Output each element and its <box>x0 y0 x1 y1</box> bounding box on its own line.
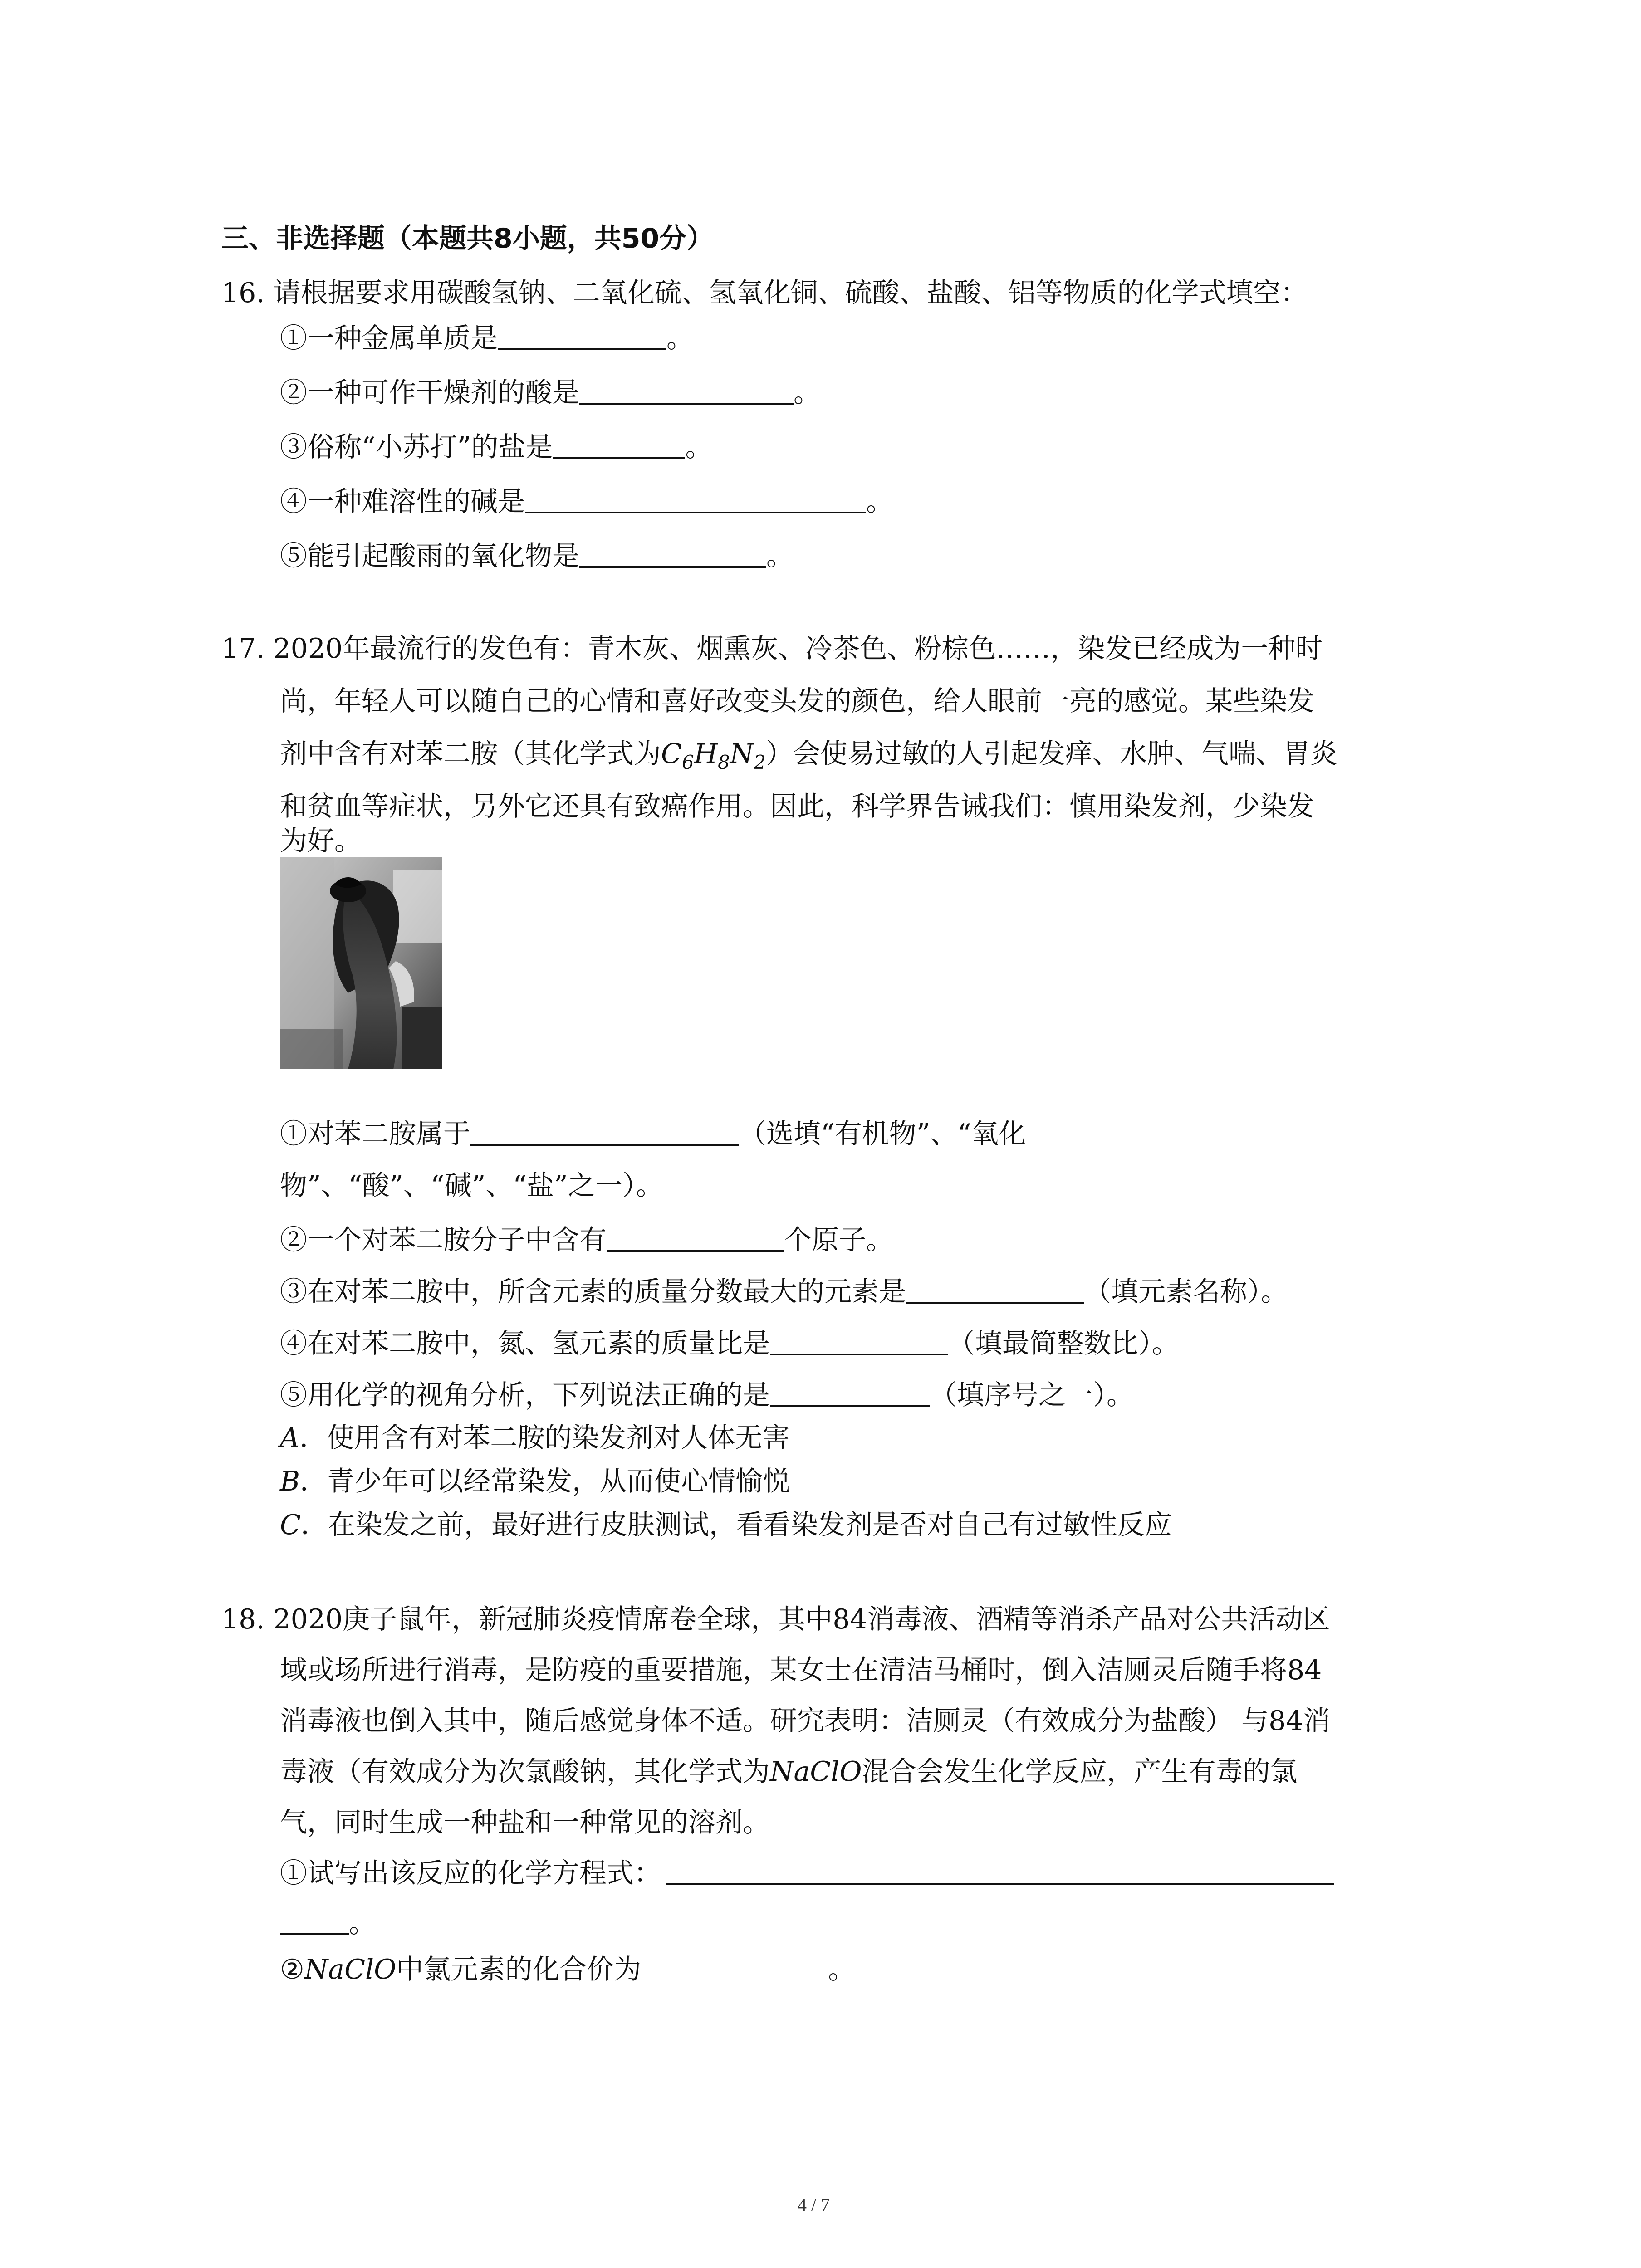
q18-item-1-end: 。 <box>349 1907 376 1939</box>
q17-line-4: 和贫血等症状，另外它还具有致癌作用。因此，科学界告诫我们：慎用染发剂，少染发 <box>280 791 1314 822</box>
q17-answer-blank-4[interactable] <box>770 1325 948 1355</box>
q17-line-3 <box>280 736 1337 772</box>
q18-item-1 <box>280 1855 1334 1892</box>
q17-item-3 <box>280 1274 1288 1310</box>
q17-answer-blank-1[interactable] <box>470 1116 739 1146</box>
q16-item-2-end: 。 <box>794 377 821 409</box>
q16-number: 16. <box>221 277 265 309</box>
q17-text-3b: ）会使易过敏的人引起发痒、水肿、气喘、胃炎 <box>765 738 1337 770</box>
q17-answer-blank-3[interactable] <box>906 1274 1084 1304</box>
q17-option-b[interactable] <box>280 1463 790 1500</box>
q16-item-3-end: 。 <box>685 431 713 463</box>
q16-item-4 <box>280 484 893 520</box>
q18-item-2-text: 中氯元素的化合价为 <box>396 1954 642 1985</box>
q18-number: 18. <box>221 1603 265 1635</box>
q18-item-2-formula: NaClO <box>304 1954 397 1985</box>
q17-option-b-letter: B <box>280 1466 300 1497</box>
q17-item-4-hint: （填最简整数比）。 <box>948 1328 1179 1359</box>
q16-item-2 <box>280 375 821 411</box>
q16-stem-line <box>221 275 1308 311</box>
q17-item-1-hint: （选填“有机物”、“氧化 <box>739 1118 1026 1150</box>
q17-line-1 <box>221 631 1323 667</box>
q18-line-2: 域或场所进行消毒，是防疫的重要措施，某女士在清洁马桶时，倒入洁厕灵后随手将84 <box>280 1654 1322 1686</box>
q17-option-a-text: ．使用含有对苯二胺的染发剂对人体无害 <box>299 1422 790 1454</box>
q17-item-1-text: ①对苯二胺属于 <box>280 1118 470 1150</box>
q18-item-1-text: ①试写出该反应的化学方程式： <box>280 1857 661 1889</box>
q17-option-c[interactable] <box>280 1507 1172 1543</box>
q17-item-5 <box>280 1377 1134 1413</box>
q18-line-3: 消毒液也倒入其中，随后感觉身体不适。研究表明：洁厕灵（有效成分为盐酸） 与84消 <box>280 1705 1331 1737</box>
q16-item-3 <box>280 429 712 465</box>
q18-item-1-cont <box>280 1905 376 1941</box>
q18-line-1 <box>221 1601 1330 1637</box>
q17-item-1-cont: 物”、“酸”、“碱”、“盐”之一）。 <box>280 1170 663 1202</box>
q16-item-1-end: 。 <box>666 323 694 354</box>
page-number: 4 / 7 <box>798 2195 830 2215</box>
q18-item-2-mark: ② <box>280 1954 304 1985</box>
q17-item-2 <box>280 1222 893 1258</box>
q17-number: 17. <box>221 633 265 665</box>
q16-answer-blank-2[interactable] <box>579 375 794 405</box>
q17-item-3-text: ③在对苯二胺中，所含元素的质量分数最大的元素是 <box>280 1276 906 1308</box>
q17-item-5-text: ⑤用化学的视角分析，下列说法正确的是 <box>280 1379 770 1411</box>
q18-item-2-end: 。 <box>828 1954 856 1985</box>
q16-item-1 <box>280 320 694 357</box>
q18-answer-blank-1[interactable] <box>666 1855 1334 1885</box>
q17-option-c-text: ．在染发之前，最好进行皮肤测试，看看染发剂是否对自己有过敏性反应 <box>300 1509 1172 1541</box>
q17-item-5-hint: （填序号之一）。 <box>930 1379 1134 1411</box>
q16-stem: 请根据要求用碳酸氢钠、二氧化硫、氢氧化铜、硫酸、盐酸、铝等物质的化学式填空： <box>273 277 1308 309</box>
hair-dye-photo <box>280 857 442 1069</box>
q18-text-4a: 毒液（有效成分为次氯酸钠，其化学式为 <box>280 1756 770 1788</box>
q16-answer-blank-4[interactable] <box>525 484 866 513</box>
q17-option-b-text: ．青少年可以经常染发，从而使心情愉悦 <box>300 1466 790 1497</box>
q17-answer-blank-5[interactable] <box>770 1377 930 1407</box>
q16-item-5-text: ⑤能引起酸雨的氧化物是 <box>280 540 579 572</box>
q17-text-1: 2020年最流行的发色有：青木灰、烟熏灰、冷茶色、粉棕色……，染发已经成为一种时 <box>273 633 1323 665</box>
q17-item-2-end: 个原子。 <box>784 1224 893 1256</box>
q16-item-1-text: ①一种金属单质是 <box>280 323 498 354</box>
q16-item-2-text: ②一种可作干燥剂的酸是 <box>280 377 579 409</box>
q18-text-1: 2020庚子鼠年，新冠肺炎疫情席卷全球，其中84消毒液、酒精等消杀产品对公共活动区 <box>273 1603 1330 1635</box>
q17-item-4-text: ④在对苯二胺中，氮、氢元素的质量比是 <box>280 1328 770 1359</box>
q16-item-5 <box>280 538 794 574</box>
q18-text-4b: 混合会发生化学反应，产生有毒的氯 <box>862 1756 1298 1788</box>
q18-formula: NaClO <box>770 1756 862 1788</box>
q16-item-5-end: 。 <box>766 540 794 572</box>
q17-item-2-text: ②一个对苯二胺分子中含有 <box>280 1224 607 1256</box>
q17-answer-blank-2[interactable] <box>607 1222 784 1252</box>
section-title: 三、非选择题（本题共8小题，共50分） <box>221 223 714 254</box>
q17-line-5: 为好。 <box>280 825 362 857</box>
q16-item-3-text: ③俗称“小苏打”的盐是 <box>280 431 553 463</box>
q17-item-1 <box>280 1116 1026 1152</box>
q17-option-a[interactable] <box>280 1420 789 1456</box>
q17-option-a-letter: A <box>280 1422 300 1454</box>
q18-line-5: 气，同时生成一种盐和一种常见的溶剂。 <box>280 1807 770 1838</box>
q17-option-c-letter: C <box>280 1509 301 1541</box>
q16-answer-blank-3[interactable] <box>553 429 685 459</box>
q16-item-4-text: ④一种难溶性的碱是 <box>280 486 525 518</box>
q16-item-4-end: 。 <box>866 486 893 518</box>
q18-item-2 <box>280 1951 855 1988</box>
q17-text-3a: 剂中含有对苯二胺（其化学式为 <box>280 738 661 770</box>
q16-answer-blank-1[interactable] <box>498 320 666 350</box>
q17-item-3-hint: （填元素名称）。 <box>1084 1276 1288 1308</box>
q16-answer-blank-5[interactable] <box>579 538 766 568</box>
q17-line-2: 尚，年轻人可以随自己的心情和喜好改变头发的颜色，给人眼前一亮的感觉。某些染发 <box>280 685 1314 717</box>
q18-answer-blank-1-cont[interactable] <box>280 1905 349 1935</box>
q17-formula: $C_6H_8N_2$ <box>661 738 766 773</box>
q17-item-4 <box>280 1325 1179 1362</box>
q18-line-4 <box>280 1754 1298 1790</box>
